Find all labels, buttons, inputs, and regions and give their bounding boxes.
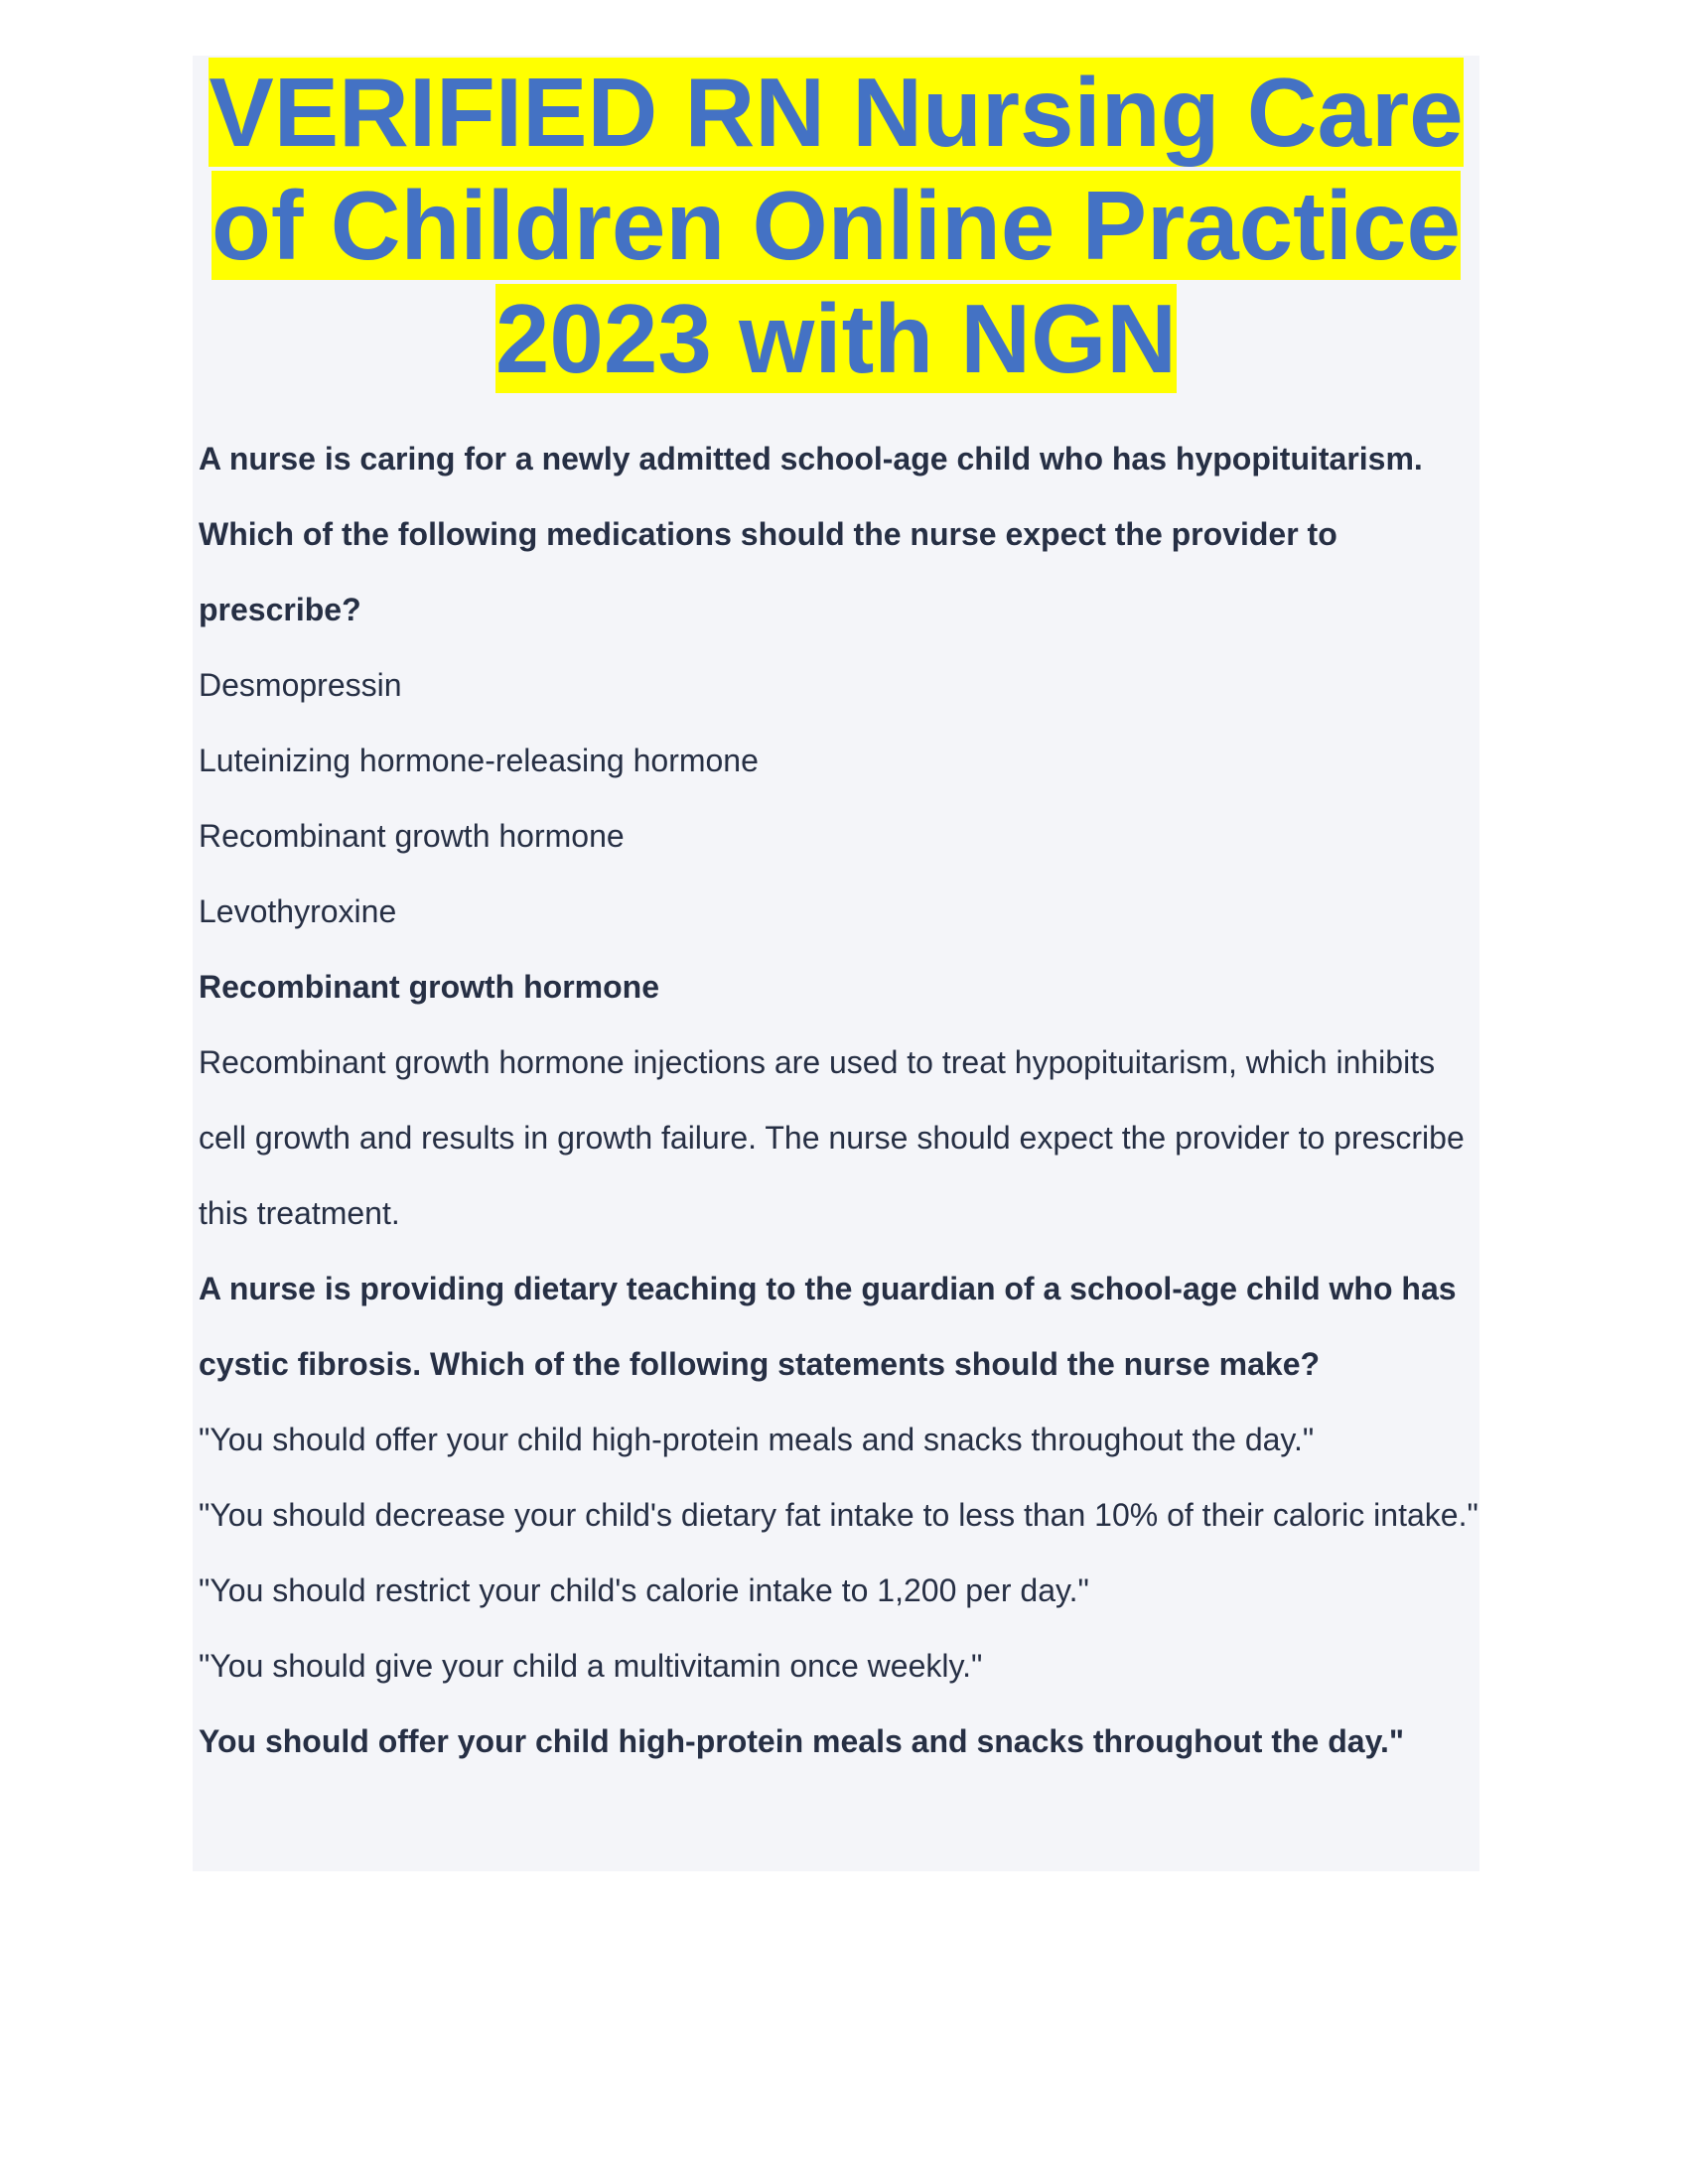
question-2-option-3: "You should restrict your child's calorie intake to 1,200 per day." (199, 1572, 1089, 1608)
question-2-option-2: "You should decrease your child's dietary fat intake to less than 10% of their caloric intake." (199, 1497, 1478, 1533)
title-line-1: VERIFIED RN Nursing Care (209, 58, 1464, 167)
question-2-text: A nurse is providing dietary teaching to the guardian of a school-age child who has cystic fibrosis. Which of the following statements should the nurse make? (199, 1271, 1457, 1382)
document-body (199, 421, 1479, 1779)
question-1-text: A nurse is caring for a newly admitted school-age child who has hypopituitarism. Which of the following medications should the nurse expect the provider to prescribe? (199, 441, 1423, 627)
document-title (193, 56, 1479, 395)
question-1-option-2: Luteinizing hormone-releasing hormone (199, 743, 759, 778)
question-1-option-3: Recombinant growth hormone (199, 818, 625, 854)
question-1-option-1: Desmopressin (199, 667, 402, 703)
question-1-option-4: Levothyroxine (199, 893, 397, 929)
title-line-3: 2023 with NGN (494, 284, 1178, 393)
question-1-answer: Recombinant growth hormone (199, 969, 659, 1005)
question-2-option-4: "You should give your child a multivitamin once weekly." (199, 1648, 983, 1684)
question-2-option-1: "You should offer your child high-protein meals and snacks throughout the day." (199, 1422, 1315, 1457)
question-1-rationale: Recombinant growth hormone injections are used to treat hypopituitarism, which inhibits cell growth and results in growth failure. The nurse should expect the provider to prescribe this treatment. (199, 1044, 1465, 1231)
title-line-2: of Children Online Practice (211, 171, 1461, 280)
question-2-answer: You should offer your child high-protein meals and snacks throughout the day." (199, 1723, 1405, 1759)
